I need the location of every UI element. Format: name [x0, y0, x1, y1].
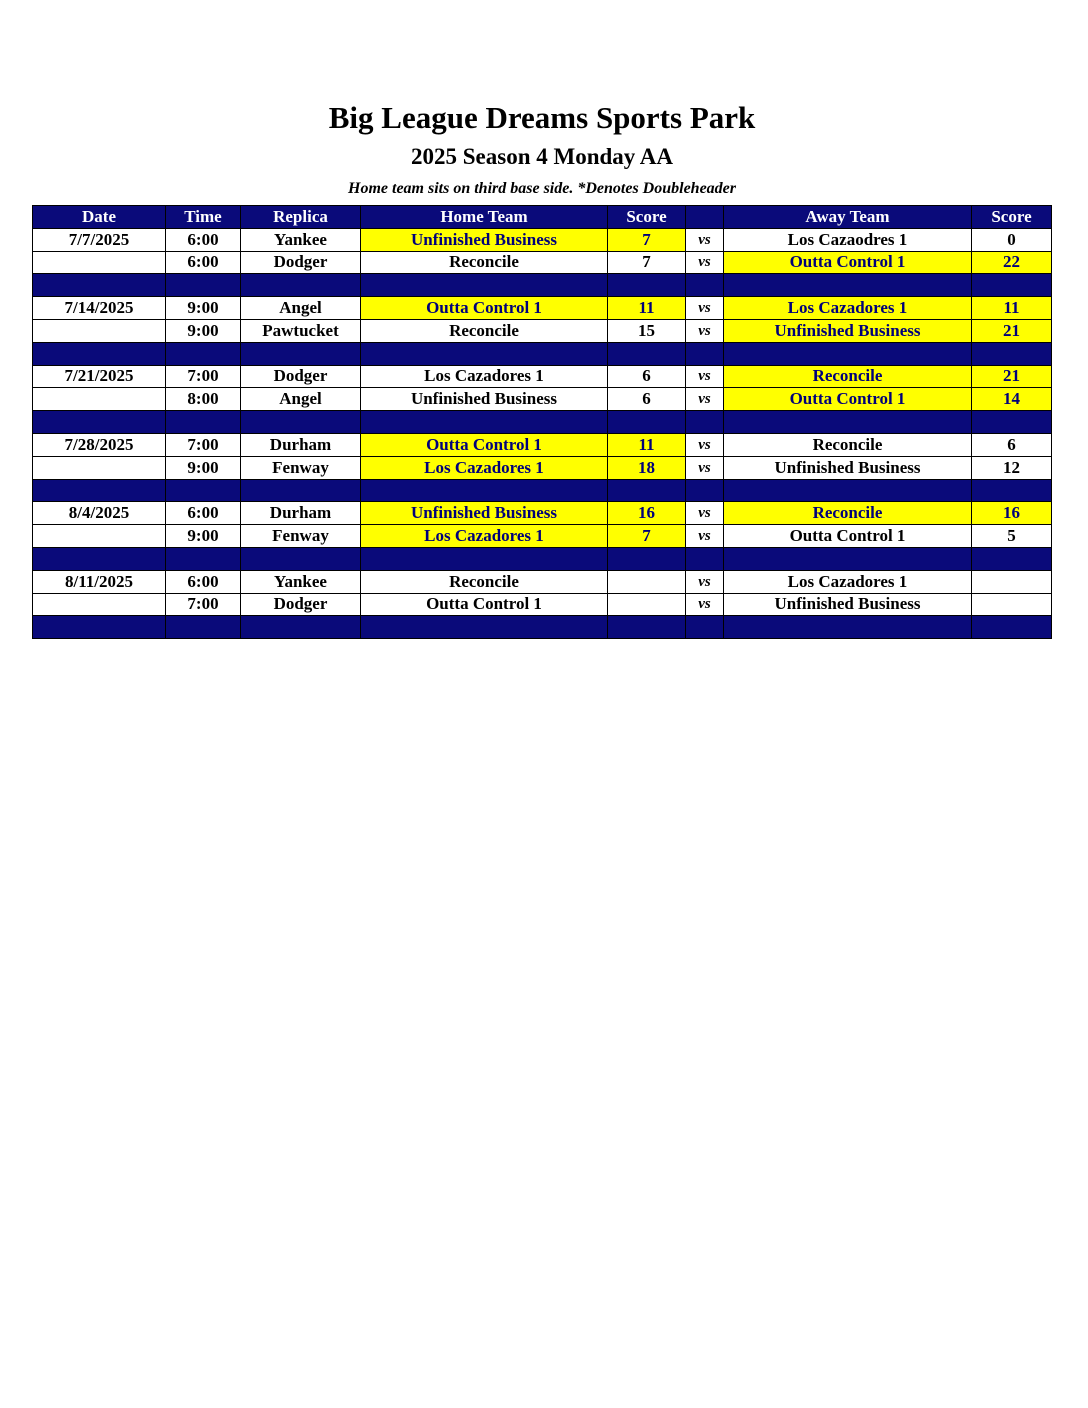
game-date: 7/7/2025 [33, 228, 166, 251]
game-time: 6:00 [166, 570, 241, 593]
game-time: 9:00 [166, 456, 241, 479]
separator-cell [241, 616, 361, 639]
game-replica-field: Dodger [241, 593, 361, 616]
vs-label: vs [686, 456, 724, 479]
page-subtitle: 2025 Season 4 Monday AA [411, 144, 673, 169]
table-row [33, 433, 1052, 456]
separator-cell [972, 479, 1052, 502]
separator-cell [686, 411, 724, 434]
game-date: 7/21/2025 [33, 365, 166, 388]
table-row [33, 365, 1052, 388]
home-team: Outta Control 1 [361, 593, 608, 616]
away-team: Reconcile [724, 365, 972, 388]
separator-cell [608, 616, 686, 639]
game-replica-field: Durham [241, 502, 361, 525]
away-score: 14 [972, 388, 1052, 411]
away-team: Outta Control 1 [724, 388, 972, 411]
week-separator-row [33, 616, 1052, 639]
away-score: 11 [972, 297, 1052, 320]
game-date [33, 251, 166, 274]
separator-cell [724, 411, 972, 434]
away-score: 0 [972, 228, 1052, 251]
column-header-date: Date [33, 206, 166, 229]
away-score [972, 570, 1052, 593]
game-date: 7/14/2025 [33, 297, 166, 320]
game-time: 6:00 [166, 228, 241, 251]
separator-cell [686, 547, 724, 570]
away-team: Outta Control 1 [724, 251, 972, 274]
away-score: 12 [972, 456, 1052, 479]
table-row [33, 502, 1052, 525]
game-replica-field: Fenway [241, 525, 361, 548]
separator-cell [972, 616, 1052, 639]
away-score: 21 [972, 365, 1052, 388]
game-replica-field: Durham [241, 433, 361, 456]
home-team: Outta Control 1 [361, 297, 608, 320]
vs-label: vs [686, 319, 724, 342]
separator-cell [241, 274, 361, 297]
separator-cell [361, 616, 608, 639]
game-time: 7:00 [166, 593, 241, 616]
home-team: Unfinished Business [361, 228, 608, 251]
separator-cell [166, 342, 241, 365]
home-team: Unfinished Business [361, 388, 608, 411]
column-header-time: Time [166, 206, 241, 229]
game-time: 9:00 [166, 525, 241, 548]
separator-cell [972, 274, 1052, 297]
separator-cell [241, 342, 361, 365]
separator-cell [724, 479, 972, 502]
game-replica-field: Angel [241, 297, 361, 320]
schedule-body [33, 228, 1052, 638]
separator-cell [724, 547, 972, 570]
separator-cell [972, 547, 1052, 570]
home-score: 16 [608, 502, 686, 525]
away-score: 22 [972, 251, 1052, 274]
column-header-replica: Replica [241, 206, 361, 229]
table-row [33, 319, 1052, 342]
table-row [33, 593, 1052, 616]
away-team: Los Cazaodres 1 [724, 228, 972, 251]
separator-cell [166, 274, 241, 297]
separator-cell [33, 411, 166, 434]
separator-cell [241, 479, 361, 502]
week-separator-row [33, 274, 1052, 297]
separator-cell [166, 616, 241, 639]
separator-cell [972, 411, 1052, 434]
away-team: Unfinished Business [724, 319, 972, 342]
away-team: Outta Control 1 [724, 525, 972, 548]
away-team: Los Cazadores 1 [724, 297, 972, 320]
column-header-home-score: Score [608, 206, 686, 229]
vs-label: vs [686, 365, 724, 388]
home-score: 6 [608, 365, 686, 388]
game-time: 6:00 [166, 251, 241, 274]
game-date: 8/4/2025 [33, 502, 166, 525]
separator-cell [686, 479, 724, 502]
schedule-note: Home team sits on third base side. *Denotes Doubleheader [348, 180, 736, 197]
separator-cell [361, 411, 608, 434]
separator-cell [241, 411, 361, 434]
separator-cell [724, 616, 972, 639]
game-time: 6:00 [166, 502, 241, 525]
home-score: 15 [608, 319, 686, 342]
away-score: 5 [972, 525, 1052, 548]
week-separator-row [33, 479, 1052, 502]
home-score: 6 [608, 388, 686, 411]
away-score [972, 593, 1052, 616]
table-row [33, 251, 1052, 274]
away-team: Reconcile [724, 433, 972, 456]
game-replica-field: Yankee [241, 228, 361, 251]
separator-cell [166, 547, 241, 570]
home-score [608, 570, 686, 593]
vs-label: vs [686, 433, 724, 456]
separator-cell [33, 342, 166, 365]
schedule-table [32, 205, 1052, 639]
vs-label: vs [686, 251, 724, 274]
vs-label: vs [686, 228, 724, 251]
game-replica-field: Angel [241, 388, 361, 411]
game-replica-field: Dodger [241, 365, 361, 388]
home-team: Reconcile [361, 251, 608, 274]
table-row [33, 388, 1052, 411]
column-header-vs [686, 206, 724, 229]
game-date [33, 319, 166, 342]
game-time: 9:00 [166, 319, 241, 342]
vs-label: vs [686, 502, 724, 525]
home-team: Unfinished Business [361, 502, 608, 525]
game-date [33, 525, 166, 548]
vs-label: vs [686, 297, 724, 320]
away-team: Los Cazadores 1 [724, 570, 972, 593]
separator-cell [608, 479, 686, 502]
separator-cell [361, 479, 608, 502]
game-date: 7/28/2025 [33, 433, 166, 456]
separator-cell [361, 547, 608, 570]
home-score: 18 [608, 456, 686, 479]
home-score: 7 [608, 525, 686, 548]
separator-cell [166, 479, 241, 502]
game-replica-field: Yankee [241, 570, 361, 593]
vs-label: vs [686, 570, 724, 593]
home-team: Reconcile [361, 570, 608, 593]
separator-cell [33, 547, 166, 570]
table-header-row [33, 206, 1052, 229]
away-score: 16 [972, 502, 1052, 525]
column-header-away-score: Score [972, 206, 1052, 229]
game-date [33, 388, 166, 411]
separator-cell [686, 342, 724, 365]
page-title: Big League Dreams Sports Park [328, 100, 756, 135]
separator-cell [33, 616, 166, 639]
separator-cell [608, 411, 686, 434]
separator-cell [361, 274, 608, 297]
game-time: 7:00 [166, 365, 241, 388]
separator-cell [608, 274, 686, 297]
home-score [608, 593, 686, 616]
vs-label: vs [686, 388, 724, 411]
separator-cell [724, 342, 972, 365]
away-team: Reconcile [724, 502, 972, 525]
game-date: 8/11/2025 [33, 570, 166, 593]
away-score: 6 [972, 433, 1052, 456]
away-team: Unfinished Business [724, 593, 972, 616]
game-time: 7:00 [166, 433, 241, 456]
separator-cell [33, 479, 166, 502]
week-separator-row [33, 411, 1052, 434]
table-row [33, 228, 1052, 251]
game-replica-field: Dodger [241, 251, 361, 274]
column-header-away-team: Away Team [724, 206, 972, 229]
separator-cell [608, 547, 686, 570]
separator-cell [33, 274, 166, 297]
separator-cell [724, 274, 972, 297]
home-score: 7 [608, 251, 686, 274]
home-score: 11 [608, 297, 686, 320]
game-replica-field: Pawtucket [241, 319, 361, 342]
home-team: Los Cazadores 1 [361, 525, 608, 548]
game-time: 8:00 [166, 388, 241, 411]
home-team: Los Cazadores 1 [361, 456, 608, 479]
separator-cell [361, 342, 608, 365]
home-team: Reconcile [361, 319, 608, 342]
separator-cell [686, 274, 724, 297]
separator-cell [166, 411, 241, 434]
table-row [33, 570, 1052, 593]
game-replica-field: Fenway [241, 456, 361, 479]
separator-cell [608, 342, 686, 365]
home-score: 7 [608, 228, 686, 251]
away-score: 21 [972, 319, 1052, 342]
week-separator-row [33, 342, 1052, 365]
home-score: 11 [608, 433, 686, 456]
vs-label: vs [686, 593, 724, 616]
table-row [33, 456, 1052, 479]
column-header-home-team: Home Team [361, 206, 608, 229]
separator-cell [241, 547, 361, 570]
vs-label: vs [686, 525, 724, 548]
game-date [33, 593, 166, 616]
game-time: 9:00 [166, 297, 241, 320]
separator-cell [686, 616, 724, 639]
game-date [33, 456, 166, 479]
home-team: Los Cazadores 1 [361, 365, 608, 388]
table-row [33, 297, 1052, 320]
away-team: Unfinished Business [724, 456, 972, 479]
separator-cell [972, 342, 1052, 365]
table-row [33, 525, 1052, 548]
week-separator-row [33, 547, 1052, 570]
home-team: Outta Control 1 [361, 433, 608, 456]
